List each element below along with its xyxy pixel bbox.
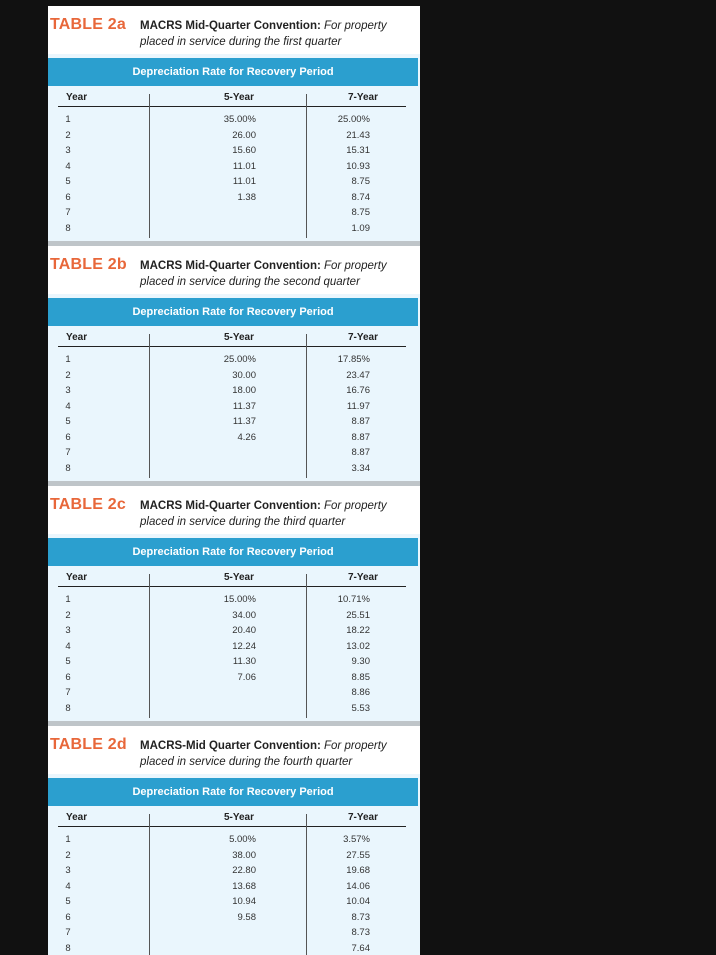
caption-italic: For property placed in service during the first quarter (140, 20, 387, 48)
seven-year-rate-cell: 8.85 (351, 671, 370, 683)
year-cell: 6 (65, 191, 71, 203)
year-cell: 3 (65, 865, 71, 876)
five-year-column-header: 5-Year (223, 92, 255, 103)
seven-year-column-header: 7-Year (347, 572, 379, 583)
year-cell: 2 (65, 129, 71, 141)
year-cell: 5 (65, 896, 71, 907)
year-cell: 1 (65, 594, 71, 605)
caption-bold: MACRS-Mid Quarter Convention: (140, 740, 321, 752)
year-cell: 6 (65, 911, 71, 923)
table-title: TABLE 2a (50, 16, 126, 33)
header-rule (58, 826, 150, 827)
seven-year-rate-cell: 10.04 (346, 896, 370, 907)
year-cell: 8 (65, 462, 71, 474)
seven-year-rate-cell: 3.34 (351, 462, 370, 474)
table-row (48, 850, 420, 866)
table-block (48, 6, 420, 246)
seven-year-column-header: 7-Year (347, 812, 379, 823)
table-row (48, 625, 420, 641)
table-row (48, 672, 420, 688)
table-row (48, 192, 420, 208)
table-row (48, 865, 420, 881)
table-caption (140, 18, 418, 50)
table-band-header: Depreciation Rate for Recovery Period (48, 538, 418, 566)
caption-bold: MACRS Mid-Quarter Convention: (140, 20, 321, 32)
caption-bold: MACRS Mid-Quarter Convention: (140, 500, 321, 512)
seven-year-rate-cell: 8.75 (351, 207, 370, 218)
five-year-rate-cell: 15.60 (232, 145, 256, 156)
seven-year-rate-cell: 8.75 (351, 176, 370, 187)
seven-year-rate-cell: 9.30 (351, 656, 370, 667)
table-rows (48, 114, 420, 238)
table-block (48, 726, 420, 955)
year-cell: 3 (65, 145, 71, 156)
table-rows (48, 834, 420, 955)
table-title: TABLE 2d (50, 736, 127, 753)
seven-year-column-header: 7-Year (347, 92, 379, 103)
seven-year-rate-cell: 19.68 (346, 865, 370, 876)
table-block (48, 246, 420, 486)
table-row (48, 943, 420, 955)
seven-year-rate-cell: 17.85% (337, 354, 370, 365)
year-cell: 8 (65, 702, 71, 714)
table-row (48, 223, 420, 239)
seven-year-rate-cell: 23.47 (346, 369, 370, 381)
document-page (48, 6, 420, 955)
year-cell: 6 (65, 431, 71, 443)
year-column-header: Year (66, 812, 88, 823)
table-row (48, 207, 420, 223)
header-rule (58, 586, 150, 587)
five-year-rate-cell: 11.30 (232, 656, 256, 667)
five-year-rate-cell: 10.94 (232, 896, 256, 907)
table-body (48, 294, 420, 481)
five-year-rate-cell: 26.00 (232, 129, 256, 141)
table-row (48, 463, 420, 479)
table-row (48, 416, 420, 432)
year-cell: 7 (65, 207, 71, 218)
seven-year-rate-cell: 18.22 (346, 625, 370, 636)
table-row (48, 161, 420, 177)
seven-year-rate-cell: 13.02 (346, 640, 370, 652)
table-title: TABLE 2b (50, 256, 127, 273)
header-rule (150, 346, 406, 347)
table-row (48, 401, 420, 417)
five-year-rate-cell: 38.00 (232, 849, 256, 861)
table-row (48, 432, 420, 448)
five-year-rate-cell: 34.00 (232, 609, 256, 621)
year-cell: 4 (65, 400, 71, 412)
seven-year-rate-cell: 8.87 (351, 447, 370, 458)
seven-year-rate-cell: 8.73 (351, 927, 370, 938)
five-year-rate-cell: 13.68 (232, 880, 256, 892)
seven-year-rate-cell: 15.31 (346, 145, 370, 156)
table-row (48, 656, 420, 672)
seven-year-rate-cell: 1.09 (351, 222, 370, 234)
year-cell: 8 (65, 942, 71, 954)
table-body (48, 534, 420, 721)
five-year-rate-cell: 7.06 (237, 671, 256, 683)
seven-year-rate-cell: 10.93 (346, 160, 370, 172)
five-year-rate-cell: 25.00% (223, 354, 256, 365)
header-rule (150, 106, 406, 107)
table-row (48, 610, 420, 626)
seven-year-rate-cell: 27.55 (346, 849, 370, 861)
five-year-column-header: 5-Year (223, 332, 255, 343)
table-body (48, 54, 420, 241)
seven-year-rate-cell: 16.76 (346, 385, 370, 396)
year-cell: 5 (65, 416, 71, 427)
seven-year-rate-cell: 8.73 (351, 911, 370, 923)
seven-year-rate-cell: 21.43 (346, 129, 370, 141)
table-row (48, 703, 420, 719)
table-row (48, 641, 420, 657)
seven-year-rate-cell: 3.57% (343, 834, 370, 845)
table-row (48, 130, 420, 146)
year-cell: 5 (65, 176, 71, 187)
year-cell: 4 (65, 640, 71, 652)
table-row (48, 447, 420, 463)
year-column-header: Year (66, 92, 88, 103)
year-cell: 7 (65, 447, 71, 458)
table-band-header: Depreciation Rate for Recovery Period (48, 778, 418, 806)
table-row (48, 370, 420, 386)
year-cell: 2 (65, 609, 71, 621)
seven-year-rate-cell: 8.74 (351, 191, 370, 203)
table-body (48, 774, 420, 955)
header-rule (150, 826, 406, 827)
caption-italic: For property placed in service during the fourth quarter (140, 740, 387, 768)
year-cell: 4 (65, 880, 71, 892)
five-year-rate-cell: 12.24 (232, 640, 256, 652)
seven-year-rate-cell: 14.06 (346, 880, 370, 892)
five-year-rate-cell: 11.37 (232, 416, 256, 427)
five-year-column-header: 5-Year (223, 572, 255, 583)
five-year-rate-cell: 15.00% (223, 594, 256, 605)
table-rows (48, 354, 420, 478)
five-year-rate-cell: 35.00% (223, 114, 256, 125)
table-band-header: Depreciation Rate for Recovery Period (48, 58, 418, 86)
table-row (48, 354, 420, 370)
seven-year-rate-cell: 8.87 (351, 431, 370, 443)
table-row (48, 114, 420, 130)
table-row (48, 145, 420, 161)
year-cell: 3 (65, 625, 71, 636)
five-year-rate-cell: 1.38 (237, 191, 256, 203)
table-row (48, 385, 420, 401)
table-row (48, 896, 420, 912)
table-title: TABLE 2c (50, 496, 126, 513)
table-rows (48, 594, 420, 718)
header-rule (58, 106, 150, 107)
table-block (48, 486, 420, 726)
year-cell: 3 (65, 385, 71, 396)
five-year-rate-cell: 5.00% (229, 834, 256, 845)
table-row (48, 912, 420, 928)
year-cell: 5 (65, 656, 71, 667)
year-cell: 1 (65, 354, 71, 365)
seven-year-rate-cell: 11.97 (346, 400, 370, 412)
seven-year-rate-cell: 7.64 (351, 942, 370, 954)
five-year-rate-cell: 9.58 (237, 911, 256, 923)
header-rule (58, 346, 150, 347)
year-cell: 8 (65, 222, 71, 234)
table-caption (140, 738, 418, 770)
five-year-rate-cell: 11.37 (232, 400, 256, 412)
five-year-rate-cell: 11.01 (232, 160, 256, 172)
table-band-header: Depreciation Rate for Recovery Period (48, 298, 418, 326)
five-year-rate-cell: 4.26 (237, 431, 256, 443)
table-row (48, 881, 420, 897)
table-row (48, 834, 420, 850)
table-row (48, 687, 420, 703)
seven-year-rate-cell: 25.00% (337, 114, 370, 125)
header-rule (150, 586, 406, 587)
five-year-rate-cell: 22.80 (232, 865, 256, 876)
five-year-column-header: 5-Year (223, 812, 255, 823)
year-cell: 7 (65, 927, 71, 938)
caption-italic: For property placed in service during the second quarter (140, 260, 387, 288)
year-cell: 4 (65, 160, 71, 172)
table-caption (140, 498, 418, 530)
year-cell: 2 (65, 849, 71, 861)
five-year-rate-cell: 11.01 (232, 176, 256, 187)
table-row (48, 594, 420, 610)
five-year-rate-cell: 18.00 (232, 385, 256, 396)
year-cell: 1 (65, 834, 71, 845)
seven-year-column-header: 7-Year (347, 332, 379, 343)
year-cell: 7 (65, 687, 71, 698)
seven-year-rate-cell: 10.71% (337, 594, 370, 605)
caption-italic: For property placed in service during the third quarter (140, 500, 387, 528)
table-row (48, 176, 420, 192)
seven-year-rate-cell: 8.86 (351, 687, 370, 698)
year-cell: 2 (65, 369, 71, 381)
seven-year-rate-cell: 8.87 (351, 416, 370, 427)
seven-year-rate-cell: 5.53 (351, 702, 370, 714)
caption-bold: MACRS Mid-Quarter Convention: (140, 260, 321, 272)
table-caption (140, 258, 418, 290)
five-year-rate-cell: 20.40 (232, 625, 256, 636)
five-year-rate-cell: 30.00 (232, 369, 256, 381)
year-cell: 1 (65, 114, 71, 125)
year-column-header: Year (66, 572, 88, 583)
year-cell: 6 (65, 671, 71, 683)
seven-year-rate-cell: 25.51 (346, 609, 370, 621)
table-row (48, 927, 420, 943)
year-column-header: Year (66, 332, 88, 343)
